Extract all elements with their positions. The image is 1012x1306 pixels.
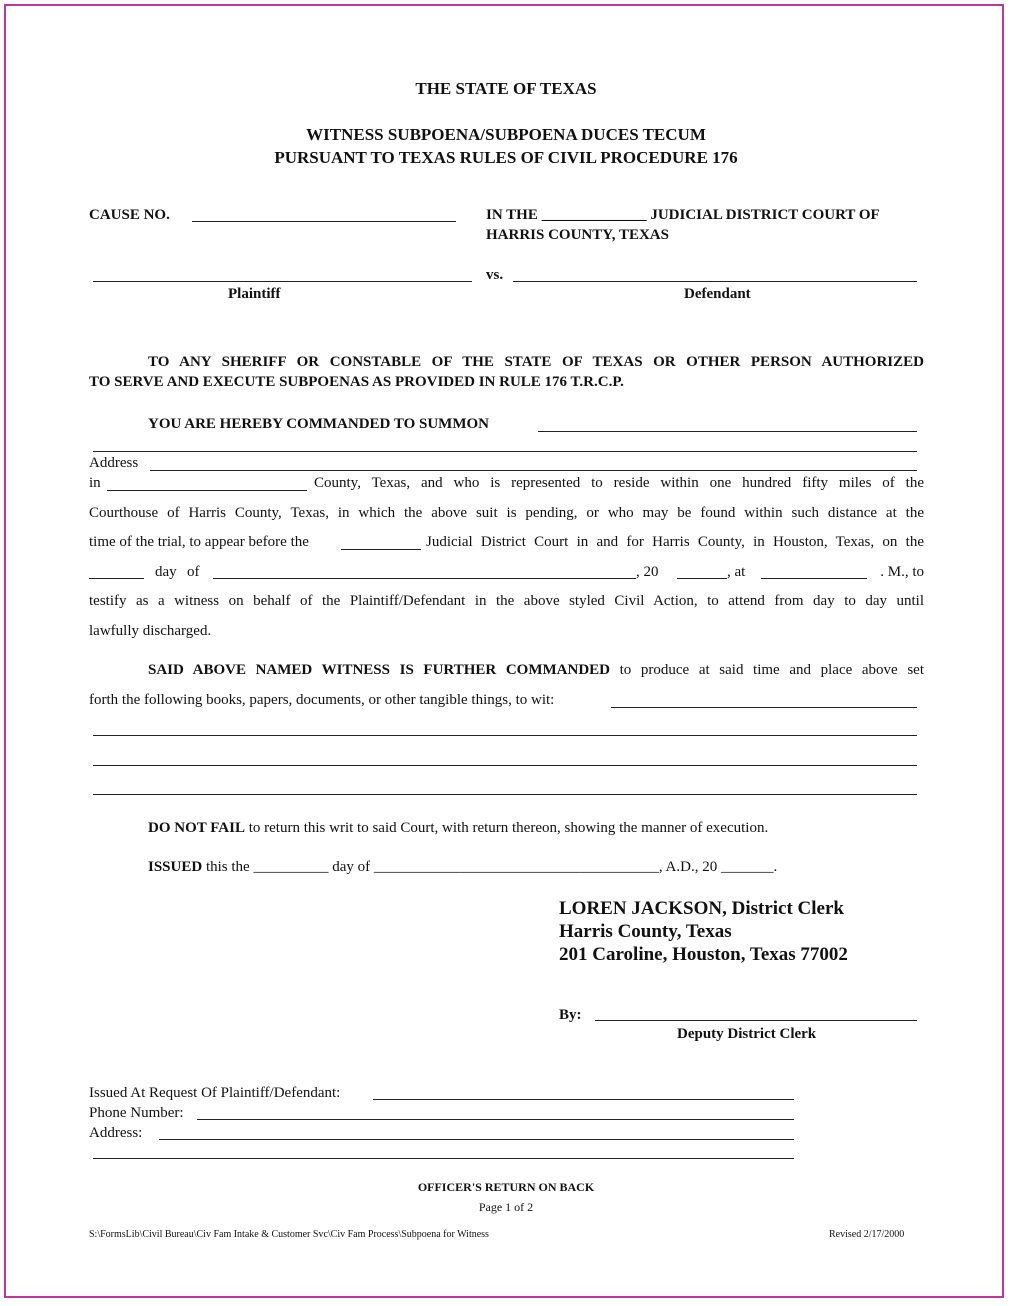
request-address-field-2[interactable] — [93, 1158, 794, 1159]
documents-field[interactable] — [611, 707, 917, 708]
p1-of: of — [187, 564, 200, 580]
do-not-fail — [148, 819, 768, 837]
phone-field[interactable] — [197, 1119, 794, 1120]
requester-field[interactable] — [373, 1099, 794, 1100]
witness-name-field-2[interactable] — [93, 451, 917, 452]
form-title-line2: PURSUANT TO TEXAS RULES OF CIVIL PROCEDURE 176 — [274, 148, 738, 167]
appear-time-field[interactable] — [761, 578, 867, 579]
state-heading: THE STATE OF TEXAS — [415, 79, 597, 98]
fail-rest: to return this writ to said Court, with return thereon, showing the manner of execution. — [244, 820, 769, 836]
issued-line — [148, 858, 777, 876]
defendant-label: Defendant — [684, 286, 751, 302]
witness-name-field[interactable] — [538, 431, 917, 432]
court-line1: IN THE ______________ JUDICIAL DISTRICT COURT OF — [486, 207, 880, 223]
p1-day: day — [155, 564, 177, 580]
page-number: Page 1 of 2 — [478, 1200, 534, 1214]
witness-address-field[interactable] — [150, 470, 917, 471]
clerk-county: Harris County, Texas — [559, 921, 732, 942]
clerk-name: LOREN JACKSON, District Clerk — [559, 898, 844, 919]
summon-command: YOU ARE HEREBY COMMANDED TO SUMMON — [148, 416, 489, 432]
deputy-signature-field[interactable] — [595, 1020, 917, 1021]
county-field[interactable] — [107, 490, 307, 491]
phone-label: Phone Number: — [89, 1105, 184, 1121]
form-title-line1: WITNESS SUBPOENA/SUBPOENA DUCES TECUM — [306, 125, 706, 144]
address-label: Address — [89, 455, 139, 471]
issued-at-request-label: Issued At Request Of Plaintiff/Defendant: — [89, 1085, 341, 1101]
address-officers-line1: TO ANY SHERIFF OR CONSTABLE OF THE STATE OF TEXAS OR OTHER PERSON AUTHORIZED — [148, 354, 924, 370]
clerk-address: 201 Caroline, Houston, Texas 77002 — [559, 944, 848, 965]
appear-day-field[interactable] — [89, 578, 144, 579]
issued-bold: ISSUED — [148, 859, 203, 875]
request-address-field[interactable] — [159, 1139, 794, 1140]
defendant-field[interactable] — [513, 281, 917, 282]
p1-in: in — [89, 475, 101, 491]
p1-line6: lawfully discharged. — [89, 623, 212, 639]
by-label: By: — [559, 1007, 582, 1023]
request-address-label: Address: — [89, 1125, 143, 1141]
p1-county-text: County, Texas, and who is represented to reside within one hundred fifty miles of the — [314, 475, 924, 491]
cause-no-field[interactable] — [192, 221, 456, 222]
p2-rest: to produce at said time and place above set — [609, 662, 924, 678]
documents-field-4[interactable] — [93, 794, 917, 795]
address-officers-line2: TO SERVE AND EXECUTE SUBPOENAS AS PROVIDED IN RULE 176 T.R.C.P. — [89, 374, 624, 390]
p2-bold: SAID ABOVE NAMED WITNESS IS FURTHER COMMANDED — [148, 662, 610, 678]
p1-at: , at — [727, 564, 746, 580]
p1-line5: testify as a witness on behalf of the Plaintiff/Defendant in the above styled Civil Action, to attend from day to day until — [89, 593, 924, 609]
p2-line2: forth the following books, papers, documents, or other tangible things, to wit: — [89, 692, 555, 708]
officers-return: OFFICER'S RETURN ON BACK — [417, 1180, 595, 1194]
p1-line2: Courthouse of Harris County, Texas, in which the above suit is pending, or who may be found within such distance at the — [89, 505, 924, 521]
p1-m: . M., to — [880, 564, 924, 580]
documents-field-3[interactable] — [93, 765, 917, 766]
file-path: S:\FormsLib\Civil Bureau\Civ Fam Intake & Customer Svc\Civ Fam Process\Subpoena for Witness — [89, 1229, 489, 1240]
plaintiff-field[interactable] — [93, 281, 472, 282]
appear-month-field[interactable] — [213, 578, 636, 579]
p1-line3b: Judicial District Court in and for Harris County, in Houston, Texas, on the — [426, 534, 924, 550]
p1-comma20: , 20 — [636, 564, 659, 580]
plaintiff-label: Plaintiff — [228, 286, 281, 302]
fail-bold: DO NOT FAIL — [148, 820, 245, 836]
p2-line1 — [148, 661, 924, 679]
issued-rest: this the __________ day of ______________________________________, A.D., 20 _______. — [202, 859, 778, 875]
court-number-field[interactable] — [341, 549, 421, 550]
revised-date: Revised 2/17/2000 — [829, 1229, 905, 1240]
deputy-label: Deputy District Clerk — [677, 1026, 817, 1042]
vs-label: vs. — [486, 267, 504, 283]
court-line2: HARRIS COUNTY, TEXAS — [486, 227, 669, 243]
appear-year-field[interactable] — [677, 578, 727, 579]
cause-no-label: CAUSE NO. — [89, 207, 170, 223]
documents-field-2[interactable] — [93, 735, 917, 736]
p1-line3a: time of the trial, to appear before the — [89, 534, 309, 550]
